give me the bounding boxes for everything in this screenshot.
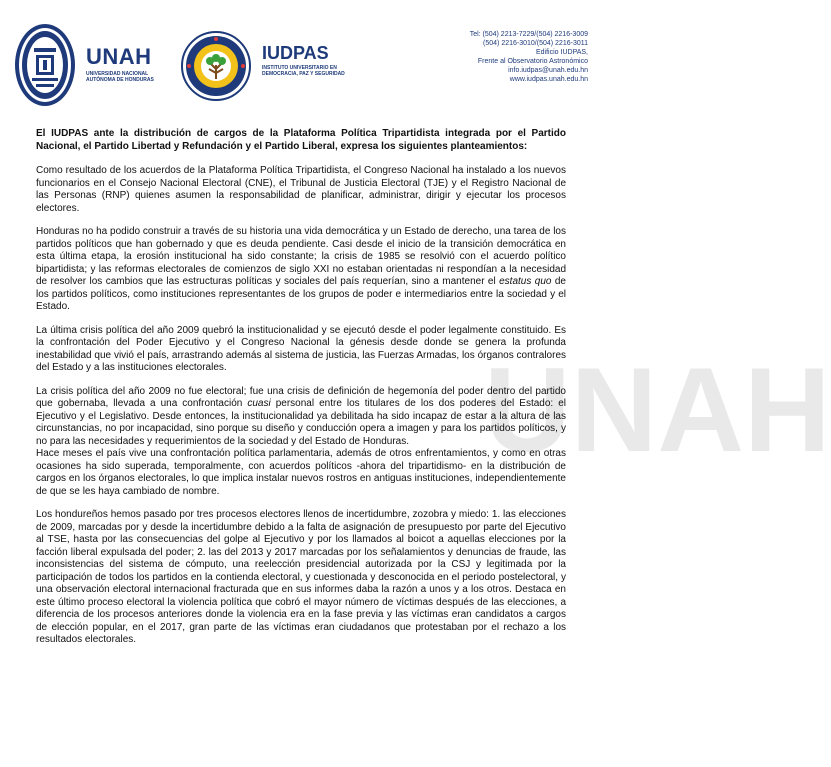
paragraph-6: Los hondureños hemos pasado por tres procesos electores llenos de incertidumbre, zozobra y miedo: 1. las elecciones de 2009, marcadas por y desde la incertidumbre debido a la falta de asignación de presupuesto por parte del Ejecutivo al TSE, hasta por las consecuencias del golpe al Ejecutivo y por los llamados al boicot a aquellas elecciones por la facción liberal expulsada del poder; 2. las del 2013 y 2017 marcadas por los señalamientos y denuncias de fraude, las inconsistencias del sistema de cómputo, una reelección presidencial autorizada por la CSJ y legitimada por la participación de todos los partidos en la contienda electoral, y cuestionada y desconocida en el periodo postelectoral, y una observación electoral internacional fracturada que en sus informes daba la razón a unos y a los otros. Destaca en este último proceso electoral la violencia política que cobró el mayor número de víctimas después de las elecciones, a diferencia de los procesos anteriores donde la violencia era en la fase previa y las víctimas eran candidatos a cargos de elección popular, en el 2017, gran parte de las víctimas eran ciudadanos que protestaban por el rechazo a los resultados electorales. [36, 509, 566, 645]
iudpas-seal-logo [181, 31, 251, 101]
paragraph-1: Como resultado de los acuerdos de la Plataforma Política Tripartidista, el Congreso Nacional ha instalado a los nuevos funcionarios en el Consejo Nacional Electoral (CNE), el Tribunal de Justicia Electoral (TJE) y el Registro Nacional de las Personas (RNP) quienes asumen la responsabilidad de planificar, administrar, dirigir y ejecutar los procesos electores. [36, 165, 566, 214]
paragraph-2 [36, 226, 566, 314]
paragraph-4-emphasis: cuasi [247, 398, 271, 409]
contact-phone-2: (504) 2216-3010/(504) 2216-3011 [483, 40, 588, 47]
contact-building: Edificio IUDPAS, [536, 49, 588, 56]
paragraph-4-part-a: La crisis política del año 2009 no fue electoral; fue una crisis de definición de hegemonía del poder dentro del partido que gobernaba, llevada a una confrontación [36, 385, 566, 409]
contact-location: Frente al Observatorio Astronómico [477, 58, 588, 65]
paragraph-2-part-a: Honduras no ha podido construir a través de su historia una vida democrática y un Estado de derecho, una tarea de los partidos políticos que han gobernado y que es deuda pendiente. Casi desde el inicio de la transición democrática en esta última etapa, la erosión institucional ha sido constante; la crisis de 1985 se resolvió con el acuerdo político bipartidista; y las reformas electorales de comienzos de siglo XXI no estaban orientadas ni respondían a la necesidad de resolver los cambios que las estructuras políticas y sociales del país requerían, sino a mantener el [36, 226, 566, 287]
unah-seal-logo [14, 22, 76, 108]
paragraph-4 [36, 386, 566, 449]
paragraph-2-part-b: de los partidos políticos, como instituciones representantes de los grupos de poder e intermediarios entre la sociedad y el Estado. [36, 276, 566, 312]
document-body [36, 128, 566, 658]
background-watermark: UNAH [484, 343, 831, 477]
document-title: El IUDPAS ante la distribución de cargos de la Plataforma Política Tripartidista integrada por el Partido Nacional, el Partido Libertad y Refundación y el Partido Liberal, expresa los siguientes planteamientos: [36, 128, 566, 152]
contact-web: www.iudpas.unah.edu.hn [509, 76, 588, 83]
paragraph-3: La última crisis política del año 2009 quebró la institucionalidad y se ejecutó desde el poder legalmente constituido. Es la confrontación del Poder Ejecutivo y el Congreso Nacional la génesis desde donde se genera la profunda inestabilidad que vivió el país, arrastrando además al sistema de justicia, las Fuerzas Armadas, los órganos contralores del Estado y a las instituciones electorales. [36, 324, 566, 373]
unah-subtitle: UNIVERSIDAD NACIONAL AUTÓNOMA DE HONDURAS [86, 71, 154, 83]
paragraph-4-part-b: personal entre los titulares de los dos poderes del Estado: el Ejecutivo y el Legislativo. Desde entonces, la institucionalidad ya debilitada ha sido incapaz de estar a la altura de las circunstancias, no por incapacidad, sino porque su diseño y conducción opera a imagen y para los partidos políticos, y no para las necesidades y requerimientos de la sociedad y del Estado de Honduras. [36, 398, 566, 447]
iudpas-brand [262, 44, 362, 77]
paragraph-2-emphasis: estatus quo [499, 276, 552, 287]
contact-email: info.iudpas@unah.edu.hn [508, 67, 588, 74]
unah-brand [86, 46, 178, 83]
letterhead [0, 0, 600, 118]
iudpas-subtitle: INSTITUTO UNIVERSITARIO EN DEMOCRACIA, PAZ Y SEGURIDAD [262, 65, 345, 77]
unah-name: UNAH [86, 44, 152, 69]
contact-phone-1: Tel: (504) 2213-7229/(504) 2216-3009 [469, 31, 588, 38]
paragraph-5: Hace meses el país vive una confrontación política parlamentaria, además de otros enfrentamientos, y como en otras ocasiones ha sido superada, temporalmente, con acuerdos políticos -ahora del tripartidismo- en la distribución de cargos en los órganos electorales, lo que implica instalar nuevos rostros en antiguas instituciones, independientemente de que se les haya cambiado de nombre. [36, 448, 566, 497]
iudpas-name: IUDPAS [262, 43, 329, 63]
contact-block [398, 30, 588, 84]
